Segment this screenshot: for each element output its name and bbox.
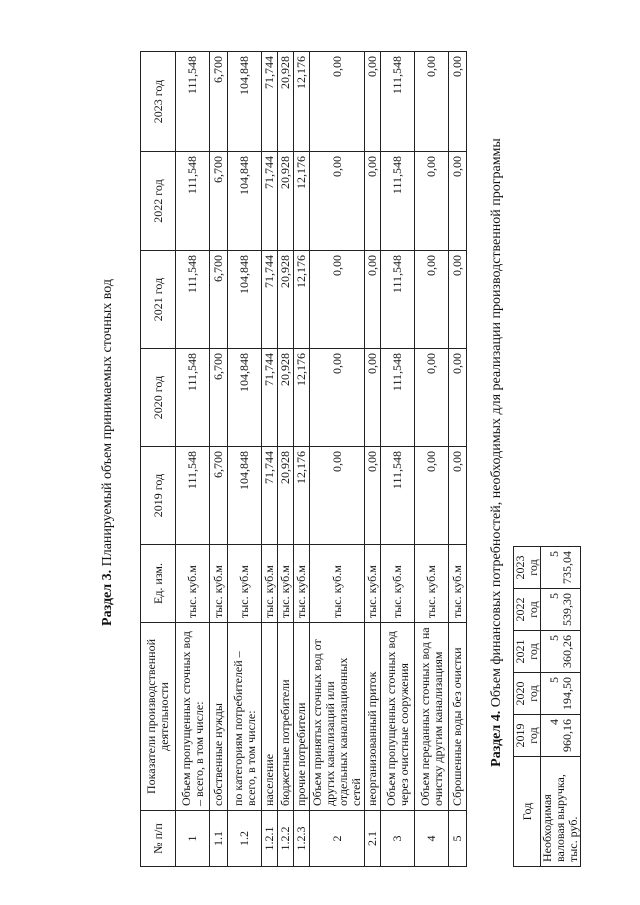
table-cell: 111,548 [176, 349, 210, 447]
table-cell: 20,928 [278, 152, 294, 251]
table-cell: 71,744 [262, 52, 278, 152]
table-cell: 104,848 [228, 152, 262, 251]
wastewater-volume-table [140, 51, 467, 867]
table-cell: 111,548 [381, 152, 415, 251]
table-row [228, 52, 262, 867]
table-cell: 0,00 [415, 447, 449, 545]
table-cell: 71,744 [262, 152, 278, 251]
column-header: 2021 год [514, 631, 541, 673]
table-cell: 111,548 [176, 152, 210, 251]
table-cell: 0,00 [365, 52, 381, 152]
table-cell: тыс. куб.м [415, 545, 449, 623]
table-row [294, 52, 310, 867]
table-cell: неорганизованный приток [365, 623, 381, 811]
column-header: 2023 год [141, 52, 176, 152]
table-cell: 6,700 [210, 152, 228, 251]
table-cell: 104,848 [228, 251, 262, 349]
table-cell: 1.2 [228, 811, 262, 867]
table-cell: Сброшенные воды без очистки [449, 623, 467, 811]
table-row [365, 52, 381, 867]
table-cell: население [262, 623, 278, 811]
table-cell: 1.2.2 [278, 811, 294, 867]
column-header: Ед. изм. [141, 545, 176, 623]
table-cell: 104,848 [228, 349, 262, 447]
table-header-row [141, 52, 176, 867]
table-cell: 71,744 [262, 349, 278, 447]
table-cell: тыс. куб.м [228, 545, 262, 623]
table-cell: 6,700 [210, 251, 228, 349]
table-cell: 20,928 [278, 349, 294, 447]
table-cell: 71,744 [262, 447, 278, 545]
table-cell: 0,00 [365, 447, 381, 545]
table-cell: 2.1 [365, 811, 381, 867]
table-row [541, 547, 581, 867]
table-cell: 0,00 [365, 152, 381, 251]
table-cell: 0,00 [415, 152, 449, 251]
table-cell: 12,176 [294, 251, 310, 349]
table-cell: по категориям потребителей – всего, в том числе: [228, 623, 262, 811]
table-cell: 0,00 [449, 52, 467, 152]
section3-title: Раздел 3. Планируемый объем принимаемых сточных вод [100, 279, 115, 626]
table-cell: Объем пропущенных сточных вод – всего, в том числе: [176, 623, 210, 811]
table-cell: 0,00 [415, 251, 449, 349]
table-cell: 0,00 [310, 52, 365, 152]
table-cell: 0,00 [310, 349, 365, 447]
table-cell: 104,848 [228, 52, 262, 152]
column-header: № п/п [141, 811, 176, 867]
column-header: 2023 год [514, 547, 541, 589]
table-cell: 5 360,26 [541, 631, 581, 673]
table-cell: 0,00 [449, 349, 467, 447]
table-cell: 5 194,50 [541, 673, 581, 715]
column-header: Показатели производственной деятельности [141, 623, 176, 811]
table-cell: тыс. куб.м [294, 545, 310, 623]
table-row [262, 52, 278, 867]
table-cell: 20,928 [278, 447, 294, 545]
table-cell: Объем принятых сточных вод от других канализаций или отдельных канализационных сетей [310, 623, 365, 811]
table-cell: 12,176 [294, 152, 310, 251]
table-cell: 6,700 [210, 447, 228, 545]
table-cell: 111,548 [381, 447, 415, 545]
table-cell: Необходимая валовая выручка, тыс. руб. [541, 757, 581, 867]
table-cell: 2 [310, 811, 365, 867]
table-cell: 104,848 [228, 447, 262, 545]
table-row [278, 52, 294, 867]
table-cell: 0,00 [365, 349, 381, 447]
table-cell: 1.2.1 [262, 811, 278, 867]
table-cell: 111,548 [381, 52, 415, 152]
table-cell: 20,928 [278, 251, 294, 349]
column-header: 2020 год [514, 673, 541, 715]
table-cell: тыс. куб.м [310, 545, 365, 623]
table-cell: Объем переданных сточных вод на очистку другим канализациям [415, 623, 449, 811]
table-cell: бюджетные потребители [278, 623, 294, 811]
table-cell: 4 [415, 811, 449, 867]
table-cell: 111,548 [176, 52, 210, 152]
table-cell: 6,700 [210, 52, 228, 152]
table-row [210, 52, 228, 867]
table-cell: прочие потребители [294, 623, 310, 811]
table-cell: 0,00 [365, 251, 381, 349]
table-row [415, 52, 449, 867]
table-cell: 1.1 [210, 811, 228, 867]
table-cell: 71,744 [262, 251, 278, 349]
table-cell: 6,700 [210, 349, 228, 447]
financial-needs-table [513, 546, 581, 867]
table-cell: 111,548 [381, 251, 415, 349]
table-cell: 5 735,04 [541, 547, 581, 589]
table-cell: 111,548 [176, 447, 210, 545]
table-cell: 4 960,16 [541, 715, 581, 757]
column-header: 2020 год [141, 349, 176, 447]
table-cell: 3 [381, 811, 415, 867]
table-cell: 0,00 [415, 52, 449, 152]
table-row [449, 52, 467, 867]
table-cell: 0,00 [415, 349, 449, 447]
table-cell: Объем пропущенных сточных вод через очистные сооружения [381, 623, 415, 811]
table-cell: 12,176 [294, 447, 310, 545]
table-cell: собственные нужды [210, 623, 228, 811]
table-cell: 0,00 [449, 251, 467, 349]
table-cell: тыс. куб.м [176, 545, 210, 623]
table-row [381, 52, 415, 867]
table-cell: тыс. куб.м [365, 545, 381, 623]
table-cell: 12,176 [294, 349, 310, 447]
table-cell: 1.2.3 [294, 811, 310, 867]
table-cell: 0,00 [449, 447, 467, 545]
table-cell: 0,00 [449, 152, 467, 251]
section4-title: Раздел 4. Объем финансовых потребностей, необходимых для реализации производственной программы [489, 138, 504, 767]
table-cell: тыс. куб.м [210, 545, 228, 623]
table-cell: 0,00 [310, 447, 365, 545]
table-cell: 5 [449, 811, 467, 867]
table-cell: 1 [176, 811, 210, 867]
column-header: Год [514, 757, 541, 867]
table-header-row [514, 547, 541, 867]
table-cell: 0,00 [310, 251, 365, 349]
table-cell: 0,00 [310, 152, 365, 251]
table-cell: тыс. куб.м [449, 545, 467, 623]
table-row [310, 52, 365, 867]
column-header: 2022 год [514, 589, 541, 631]
table-cell: 12,176 [294, 52, 310, 152]
table-cell: тыс. куб.м [262, 545, 278, 623]
table-cell: 20,928 [278, 52, 294, 152]
column-header: 2022 год [141, 152, 176, 251]
table-row [176, 52, 210, 867]
table-cell: тыс. куб.м [381, 545, 415, 623]
table-cell: 5 539,30 [541, 589, 581, 631]
table-cell: 111,548 [381, 349, 415, 447]
table-cell: 111,548 [176, 251, 210, 349]
column-header: 2021 год [141, 251, 176, 349]
table-cell: тыс. куб.м [278, 545, 294, 623]
column-header: 2019 год [514, 715, 541, 757]
column-header: 2019 год [141, 447, 176, 545]
